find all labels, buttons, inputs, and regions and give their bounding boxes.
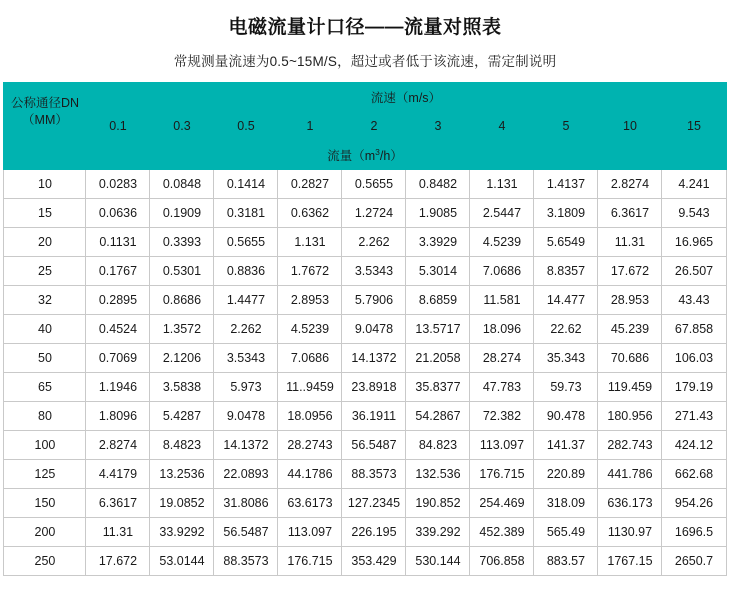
cell-value: 180.956	[598, 402, 662, 431]
header-speed-3: 1	[278, 112, 342, 141]
cell-value: 43.43	[662, 286, 726, 315]
cell-value: 67.858	[662, 315, 726, 344]
table-row	[4, 373, 726, 402]
cell-value: 141.37	[534, 431, 598, 460]
cell-value: 3.5343	[342, 257, 406, 286]
cell-value: 452.389	[470, 518, 534, 547]
cell-value: 1130.97	[598, 518, 662, 547]
header-cell-flow	[4, 141, 726, 170]
cell-value: 0.2827	[278, 170, 342, 199]
cell-value: 883.57	[534, 547, 598, 576]
cell-value: 1.4477	[214, 286, 278, 315]
cell-value: 176.715	[470, 460, 534, 489]
cell-value: 3.5838	[150, 373, 214, 402]
cell-value: 2.8274	[598, 170, 662, 199]
cell-value: 70.686	[598, 344, 662, 373]
cell-dn: 125	[4, 460, 86, 489]
cell-value: 176.715	[278, 547, 342, 576]
cell-value: 113.097	[470, 431, 534, 460]
header-speed-4: 2	[342, 112, 406, 141]
cell-value: 31.8086	[214, 489, 278, 518]
cell-value: 271.43	[662, 402, 726, 431]
cell-value: 0.0848	[150, 170, 214, 199]
flow-label-prefix: 流量（m	[327, 149, 376, 163]
cell-value: 1.9085	[406, 199, 470, 228]
cell-value: 2.262	[214, 315, 278, 344]
flow-label-exponent: 3	[375, 146, 380, 157]
cell-value: 2.8274	[86, 431, 150, 460]
cell-value: 0.3393	[150, 228, 214, 257]
header-speed-6: 4	[470, 112, 534, 141]
cell-value: 59.73	[534, 373, 598, 402]
cell-value: 63.6173	[278, 489, 342, 518]
cell-value: 6.3617	[86, 489, 150, 518]
header-speed-0: 0.1	[86, 112, 150, 141]
cell-value: 353.429	[342, 547, 406, 576]
cell-value: 0.1767	[86, 257, 150, 286]
flow-label-suffix: /h）	[379, 149, 403, 163]
cell-value: 47.783	[470, 373, 534, 402]
cell-value: 21.2058	[406, 344, 470, 373]
page-subtitle: 常规测量流速为0.5~15M/S，超过或者低于该流速，需定制说明	[173, 54, 557, 69]
cell-value: 18.096	[470, 315, 534, 344]
cell-value: 88.3573	[342, 460, 406, 489]
cell-value: 2.5447	[470, 199, 534, 228]
cell-value: 36.1911	[342, 402, 406, 431]
cell-value: 8.8357	[534, 257, 598, 286]
cell-value: 565.49	[534, 518, 598, 547]
header-speed-2: 0.5	[214, 112, 278, 141]
header-cell-dn	[4, 83, 86, 141]
cell-value: 0.1131	[86, 228, 150, 257]
header-speed-5: 3	[406, 112, 470, 141]
cell-value: 4.241	[662, 170, 726, 199]
cell-value: 0.5655	[214, 228, 278, 257]
cell-value: 1696.5	[662, 518, 726, 547]
cell-value: 220.89	[534, 460, 598, 489]
cell-value: 0.8836	[214, 257, 278, 286]
cell-value: 22.0893	[214, 460, 278, 489]
table-row	[4, 170, 726, 199]
cell-dn: 50	[4, 344, 86, 373]
cell-value: 7.0686	[278, 344, 342, 373]
cell-value: 318.09	[534, 489, 598, 518]
cell-value: 7.0686	[470, 257, 534, 286]
cell-value: 179.19	[662, 373, 726, 402]
cell-value: 16.965	[662, 228, 726, 257]
cell-dn: 150	[4, 489, 86, 518]
cell-value: 424.12	[662, 431, 726, 460]
cell-value: 636.173	[598, 489, 662, 518]
cell-value: 3.3929	[406, 228, 470, 257]
cell-value: 14.1372	[342, 344, 406, 373]
cell-value: 0.8686	[150, 286, 214, 315]
cell-value: 18.0956	[278, 402, 342, 431]
cell-value: 72.382	[470, 402, 534, 431]
cell-value: 1.1946	[86, 373, 150, 402]
cell-value: 662.68	[662, 460, 726, 489]
cell-value: 1.4137	[534, 170, 598, 199]
table-row	[4, 286, 726, 315]
cell-value: 5.4287	[150, 402, 214, 431]
cell-value: 0.0283	[86, 170, 150, 199]
cell-dn: 32	[4, 286, 86, 315]
table-row	[4, 431, 726, 460]
cell-value: 9.0478	[214, 402, 278, 431]
cell-value: 5.973	[214, 373, 278, 402]
cell-value: 9.0478	[342, 315, 406, 344]
cell-value: 339.292	[406, 518, 470, 547]
cell-value: 4.5239	[278, 315, 342, 344]
table-row	[4, 344, 726, 373]
cell-value: 9.543	[662, 199, 726, 228]
cell-value: 1767.15	[598, 547, 662, 576]
cell-value: 0.5301	[150, 257, 214, 286]
cell-value: 1.8096	[86, 402, 150, 431]
cell-value: 0.5655	[342, 170, 406, 199]
cell-value: 1.131	[470, 170, 534, 199]
table-row	[4, 228, 726, 257]
header-row-speed	[4, 83, 726, 112]
cell-value: 28.2743	[278, 431, 342, 460]
page-title: 电磁流量计口径——流量对照表	[228, 17, 502, 38]
cell-value: 22.62	[534, 315, 598, 344]
cell-value: 5.6549	[534, 228, 598, 257]
table-row	[4, 315, 726, 344]
cell-value: 0.0636	[86, 199, 150, 228]
header-speed-9: 15	[662, 112, 726, 141]
cell-value: 33.9292	[150, 518, 214, 547]
cell-dn: 100	[4, 431, 86, 460]
cell-value: 28.274	[470, 344, 534, 373]
cell-value: 11.31	[598, 228, 662, 257]
cell-value: 0.7069	[86, 344, 150, 373]
cell-value: 113.097	[278, 518, 342, 547]
cell-value: 35.8377	[406, 373, 470, 402]
table-row	[4, 199, 726, 228]
cell-value: 8.6859	[406, 286, 470, 315]
cell-value: 56.5487	[342, 431, 406, 460]
cell-dn: 80	[4, 402, 86, 431]
cell-value: 1.7672	[278, 257, 342, 286]
table-row	[4, 257, 726, 286]
cell-value: 2.8953	[278, 286, 342, 315]
cell-value: 13.2536	[150, 460, 214, 489]
cell-value: 17.672	[598, 257, 662, 286]
cell-value: 5.7906	[342, 286, 406, 315]
cell-value: 0.4524	[86, 315, 150, 344]
cell-value: 23.8918	[342, 373, 406, 402]
cell-value: 54.2867	[406, 402, 470, 431]
cell-value: 106.03	[662, 344, 726, 373]
cell-dn: 20	[4, 228, 86, 257]
cell-value: 0.2895	[86, 286, 150, 315]
cell-value: 11.31	[86, 518, 150, 547]
header-dn-line1: 公称通径DN	[10, 95, 79, 110]
cell-value: 0.1414	[214, 170, 278, 199]
cell-value: 190.852	[406, 489, 470, 518]
cell-value: 127.2345	[342, 489, 406, 518]
cell-value: 3.1809	[534, 199, 598, 228]
cell-value: 4.4179	[86, 460, 150, 489]
cell-value: 954.26	[662, 489, 726, 518]
cell-value: 11..9459	[278, 373, 342, 402]
table-row	[4, 518, 726, 547]
header-speed-8: 10	[598, 112, 662, 141]
cell-dn: 15	[4, 199, 86, 228]
cell-value: 2.1206	[150, 344, 214, 373]
flow-comparison-table	[3, 82, 726, 576]
header-cell-speed: 流速（m/s）	[86, 83, 726, 112]
header-row-speed-values	[4, 112, 726, 141]
cell-value: 90.478	[534, 402, 598, 431]
cell-value: 88.3573	[214, 547, 278, 576]
cell-value: 282.743	[598, 431, 662, 460]
cell-value: 45.239	[598, 315, 662, 344]
cell-value: 1.3572	[150, 315, 214, 344]
cell-value: 44.1786	[278, 460, 342, 489]
cell-value: 119.459	[598, 373, 662, 402]
cell-value: 13.5717	[406, 315, 470, 344]
header-dn-line2: （MM）	[22, 112, 68, 127]
cell-value: 441.786	[598, 460, 662, 489]
cell-dn: 25	[4, 257, 86, 286]
cell-dn: 40	[4, 315, 86, 344]
cell-value: 0.6362	[278, 199, 342, 228]
cell-dn: 10	[4, 170, 86, 199]
cell-value: 6.3617	[598, 199, 662, 228]
cell-value: 14.477	[534, 286, 598, 315]
cell-value: 19.0852	[150, 489, 214, 518]
table-row	[4, 547, 726, 576]
header-speed-1: 0.3	[150, 112, 214, 141]
cell-value: 14.1372	[214, 431, 278, 460]
cell-value: 254.469	[470, 489, 534, 518]
cell-dn: 200	[4, 518, 86, 547]
table-header	[4, 83, 726, 170]
header-speed-7: 5	[534, 112, 598, 141]
cell-value: 3.5343	[214, 344, 278, 373]
cell-value: 17.672	[86, 547, 150, 576]
table-body	[4, 170, 726, 576]
cell-value: 53.0144	[150, 547, 214, 576]
cell-value: 84.823	[406, 431, 470, 460]
cell-value: 1.131	[278, 228, 342, 257]
cell-value: 35.343	[534, 344, 598, 373]
cell-value: 1.2724	[342, 199, 406, 228]
document-page	[0, 12, 730, 600]
cell-dn: 65	[4, 373, 86, 402]
cell-value: 530.144	[406, 547, 470, 576]
table-row	[4, 402, 726, 431]
cell-value: 0.3181	[214, 199, 278, 228]
header-row-flow-band	[4, 141, 726, 170]
table-row	[4, 489, 726, 518]
cell-value: 28.953	[598, 286, 662, 315]
cell-value: 2.262	[342, 228, 406, 257]
cell-value: 5.3014	[406, 257, 470, 286]
cell-value: 2650.7	[662, 547, 726, 576]
cell-value: 706.858	[470, 547, 534, 576]
cell-value: 4.5239	[470, 228, 534, 257]
cell-value: 132.536	[406, 460, 470, 489]
cell-value: 11.581	[470, 286, 534, 315]
cell-value: 0.8482	[406, 170, 470, 199]
cell-dn: 250	[4, 547, 86, 576]
cell-value: 0.1909	[150, 199, 214, 228]
cell-value: 26.507	[662, 257, 726, 286]
cell-value: 226.195	[342, 518, 406, 547]
cell-value: 56.5487	[214, 518, 278, 547]
table-row	[4, 460, 726, 489]
cell-value: 8.4823	[150, 431, 214, 460]
